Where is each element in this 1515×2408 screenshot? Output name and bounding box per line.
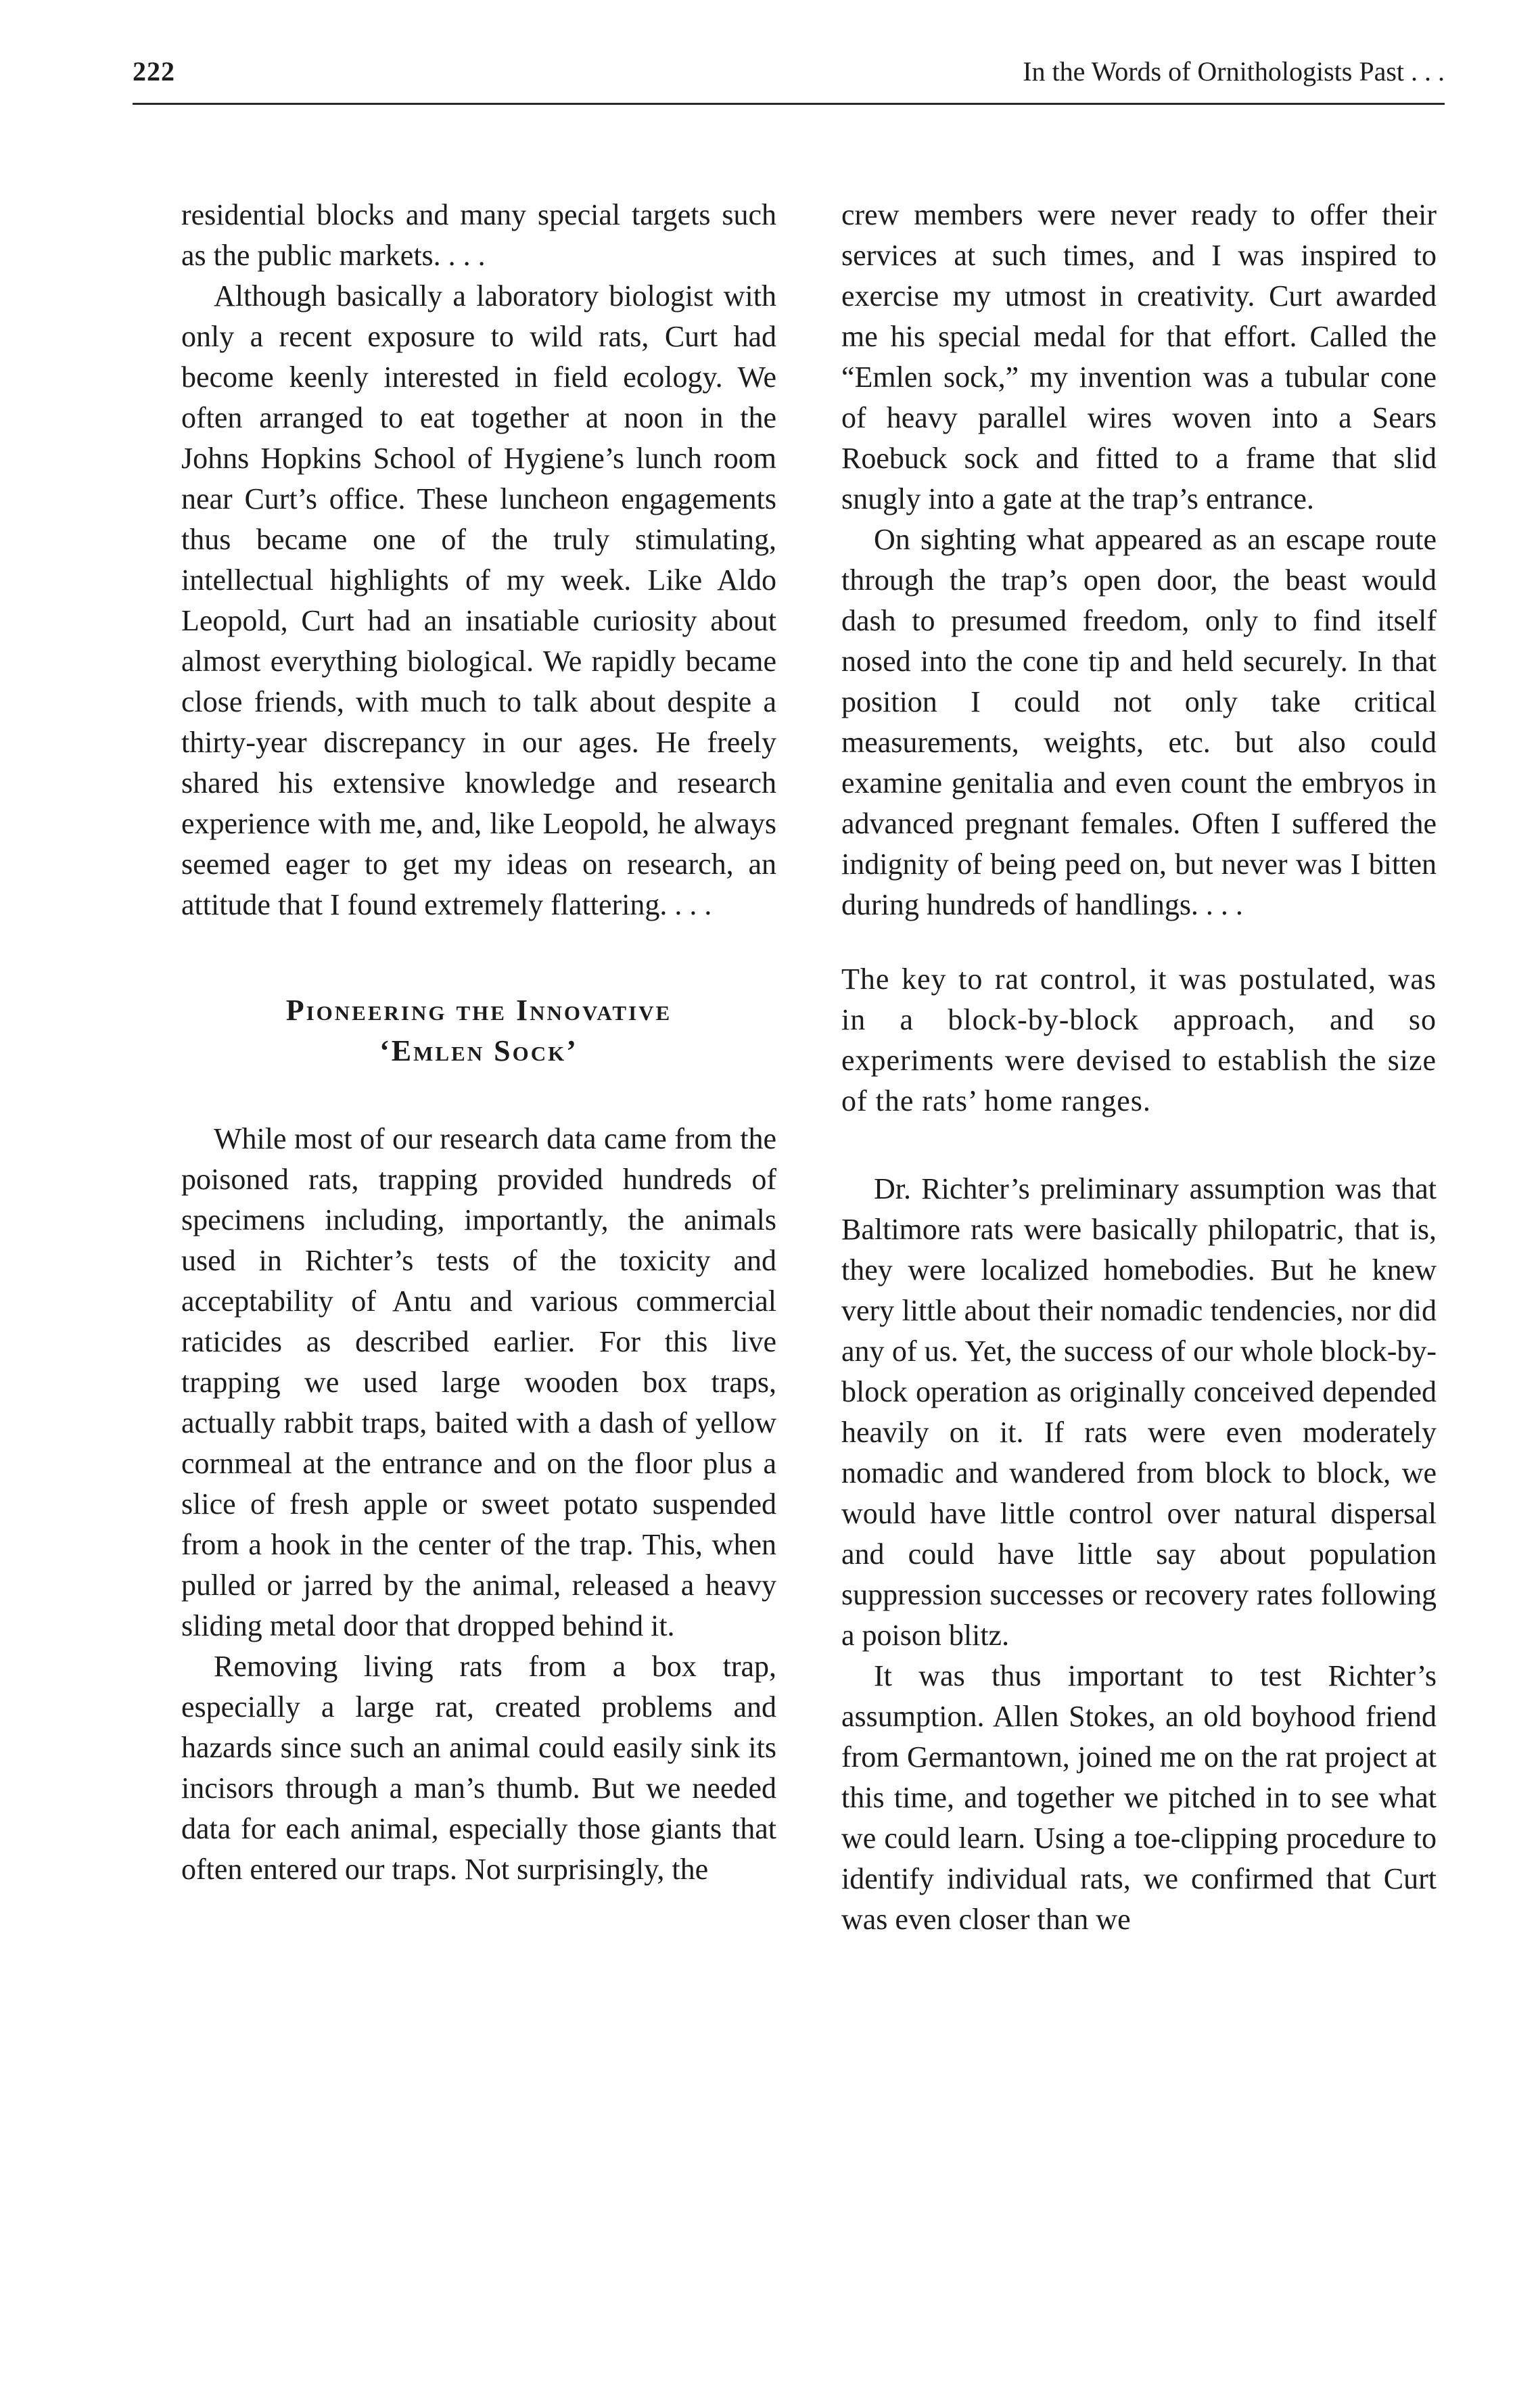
section-heading [181,990,776,1071]
paragraph: While most of our research data came from the poisoned rats, trapping provided hundreds of specimens including, importantly, the animals used in Richter’s tests of the toxicity and acceptability of Antu and various commercial raticides as described earlier. For this live trapping we used large wooden box traps, actually rabbit traps, baited with a dash of yellow cornmeal at the entrance and on the floor plus a slice of fresh apple or sweet potato suspended from a hook in the center of the trap. This, when pulled or jarred by the animal, released a heavy sliding metal door that dropped behind it. [181,1122,776,1642]
paragraph: residential blocks and many special targets such as the public markets. . . . [181,198,776,272]
paragraph: Removing living rats from a box trap, especially a large rat, created problems and hazards since such an animal could easily sink its incisors through a man’s thumb. But we needed data for each animal, especially those giants that often entered our traps. Not surprisingly, the [181,1650,776,1886]
paragraph: It was thus important to test Richter’s assumption. Allen Stokes, an old boyhood friend from Germantown, joined me on the rat project at this time, and together we pitched in to see what we could learn. Using a toe-clipping procedure to identify individual rats, we confirmed that Curt was even closer than we [841,1659,1437,1936]
paragraph: Although basically a laboratory biologist with only a recent exposure to wild rats, Curt had become keenly interested in field ecology. We often arranged to eat together at noon in the Johns Hopkins School of Hygiene’s lunch room near Curt’s office. These luncheon engagements thus became one of the truly stimulating, intellectual highlights of my week. Like Aldo Leopold, Curt had an insatiable curiosity about almost everything biological. We rapidly became close friends, with much to talk about despite a thirty-year discrepancy in our ages. He freely shared his extensive knowledge and research experience with me, and, like Leopold, he always seemed eager to get my ideas on research, an attitude that I found extremely flattering. . . . [181,279,776,921]
pull-quote: The key to rat control, it was postulated, was in a block-by-block approach, and so experiments were devised to establish the size of the rats’ home ranges. [841,963,1437,1117]
running-head: In the Words of Ornithologists Past . . . [1023,56,1445,87]
paragraph: Dr. Richter’s preliminary assumption was that Baltimore rats were basically philopatric, that is, they were localized homebodies. But he knew very little about their nomadic tendencies, nor did any of us. Yet, the success of our whole block-by-block operation as originally conceived depended heavily on it. If rats were even moderately nomadic and wandered from block to block, we would have little control over natural dispersal and could have little say about population suppression successes or recovery rates following a poison blitz. [841,1172,1437,1652]
left-column [181,195,776,1890]
section-heading-line: ‘Emlen Sock’ [379,1034,578,1067]
right-column [841,195,1437,1940]
paragraph: crew members were never ready to offer their services at such times, and I was inspired to exercise my utmost in creativity. Curt awarded me his special medal for that effort. Called the “Emlen sock,” my invention was a tubular cone of heavy parallel wires woven into a Sears Roebuck sock and fitted to a frame that slid snugly into a gate at the trap’s entrance. [841,198,1437,515]
page-number: 222 [133,56,175,87]
section-heading-line: Pioneering the Innovative [285,994,672,1027]
page-header [133,55,1445,105]
paragraph: On sighting what appeared as an escape route through the trap’s open door, the beast would dash to presumed freedom, only to find itself nosed into the cone tip and held securely. In that position I could not only take critical measurements, weights, etc. but also could examine genitalia and even count the embryos in advanced pregnant females. Often I suffered the indignity of being peed on, but never was I bitten during hundreds of handlings. . . . [841,523,1437,921]
